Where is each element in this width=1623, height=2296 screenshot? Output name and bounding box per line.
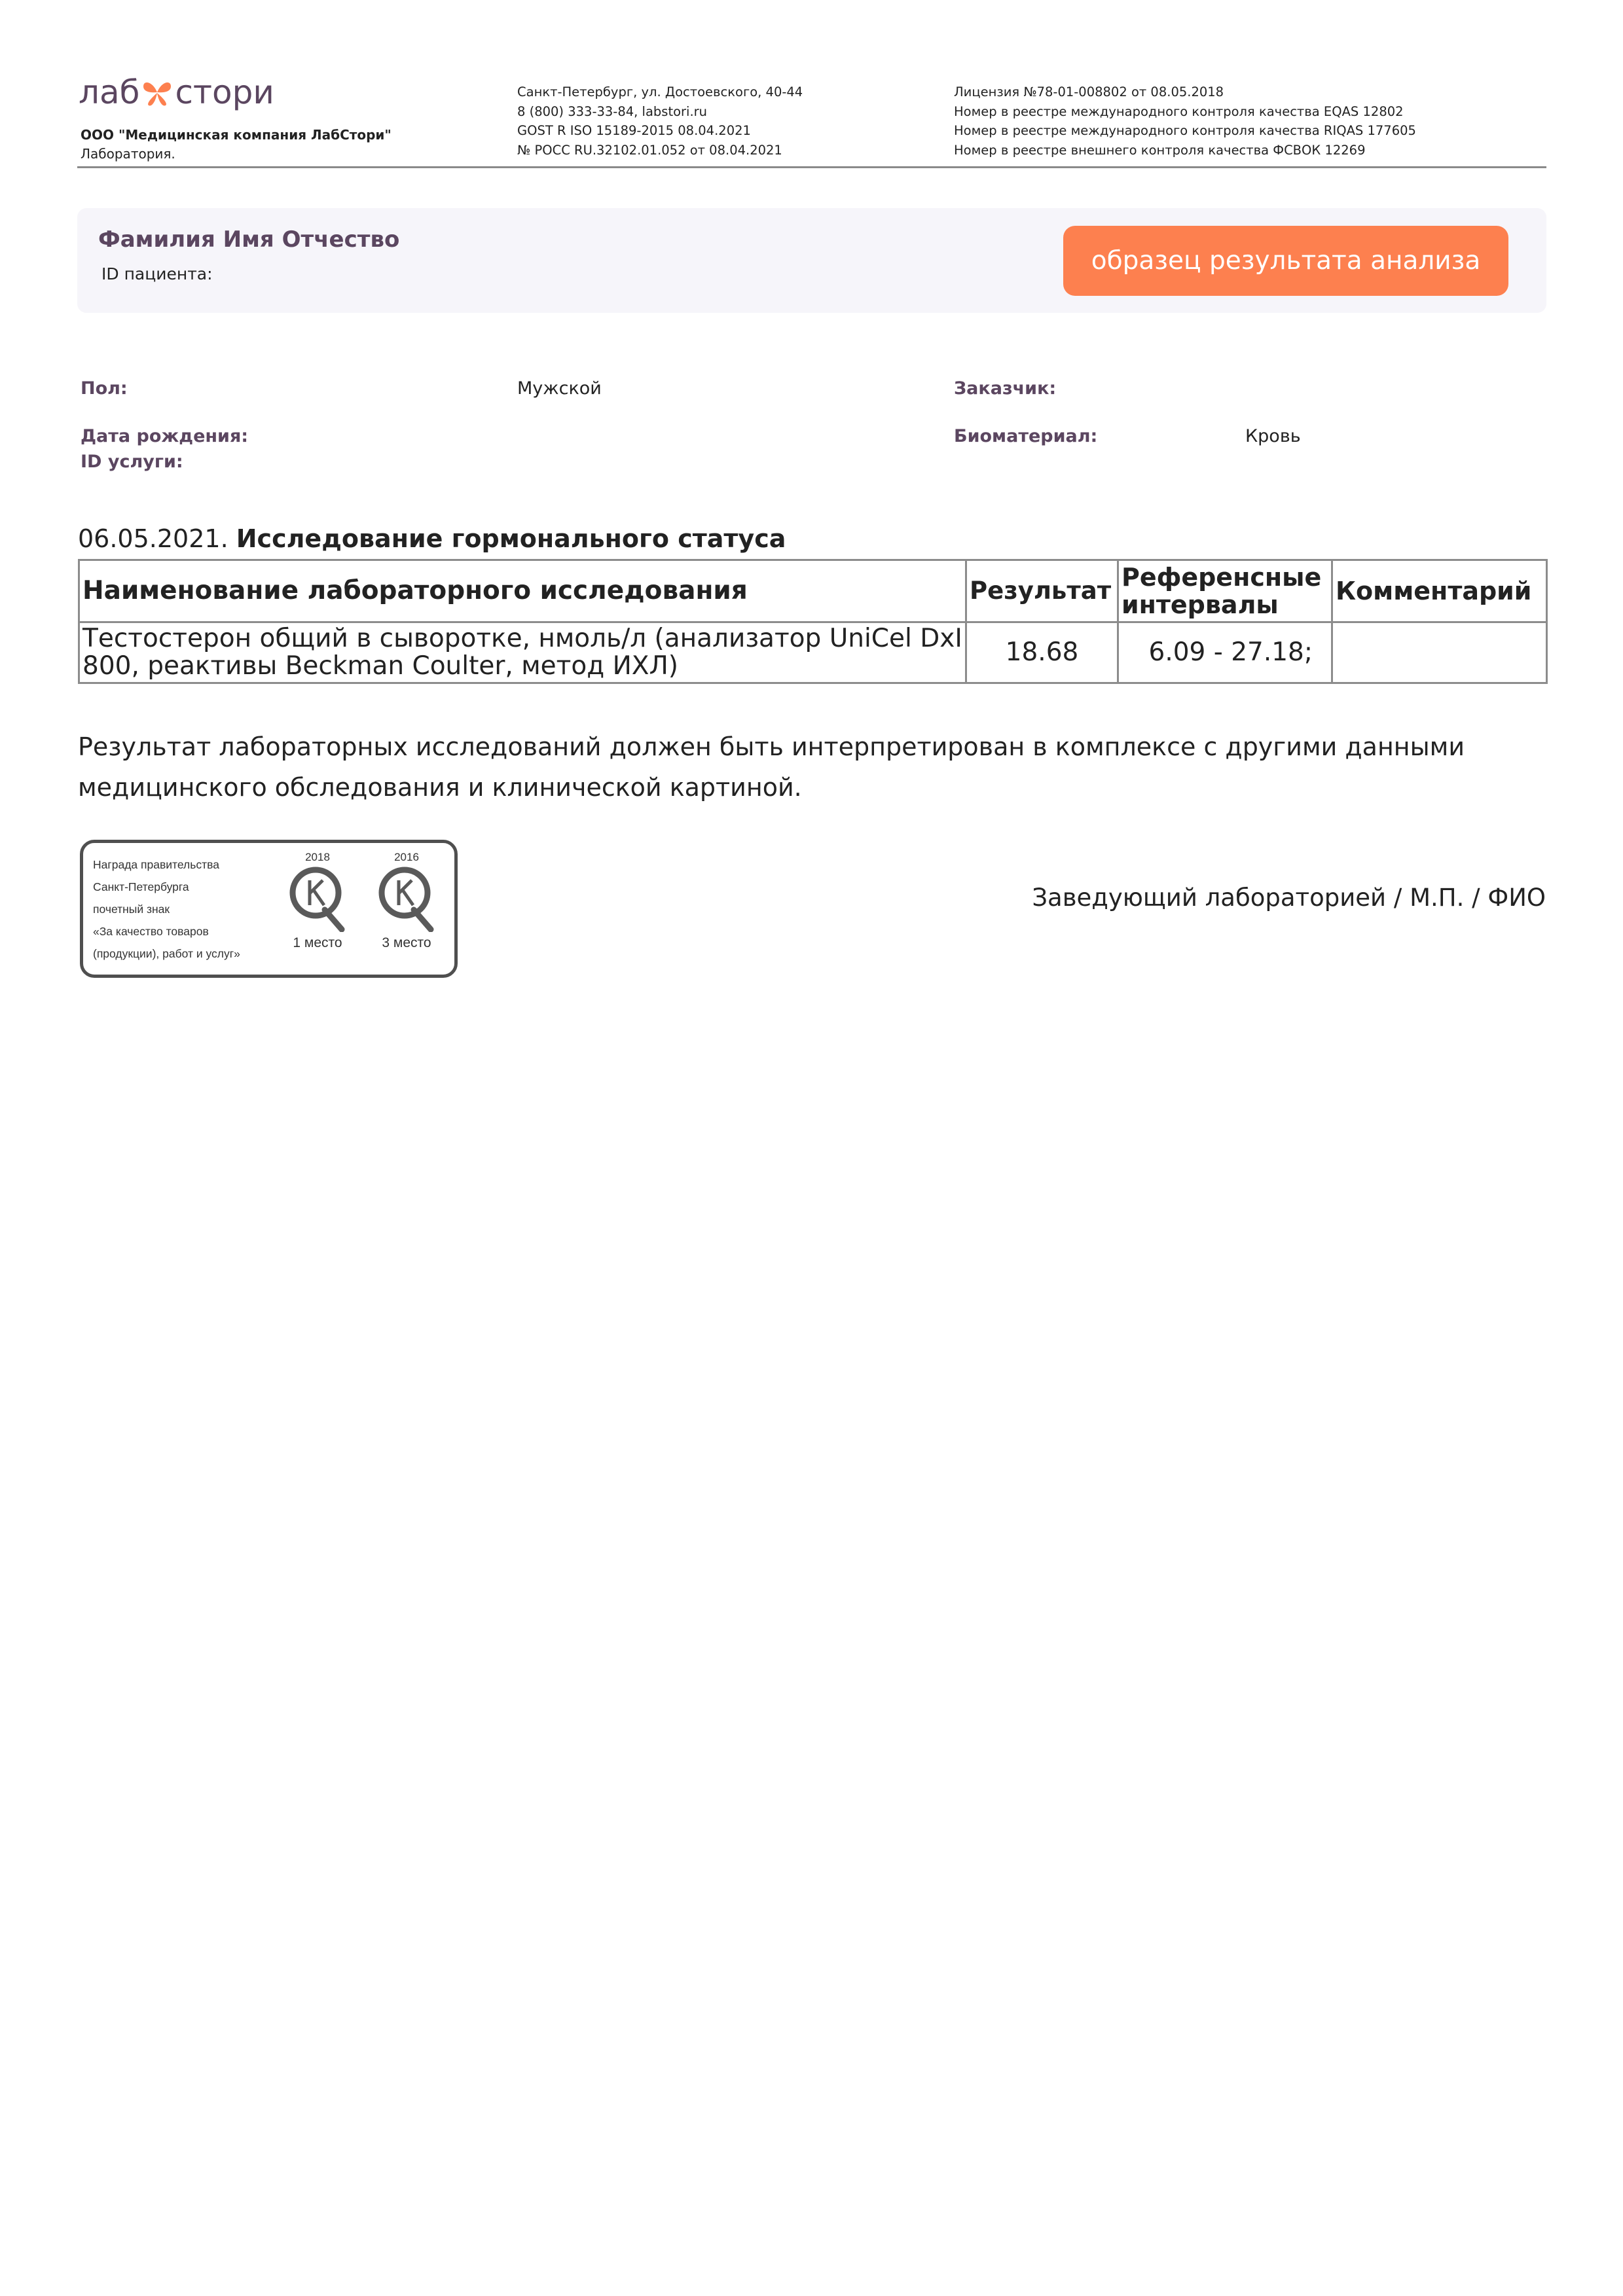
header-test-name: Наименование лабораторного исследования [79,560,966,622]
quality-mark-icon [289,864,346,932]
contact-gost: GOST R ISO 15189-2015 08.04.2021 [517,123,751,138]
award-line: «За качество товаров [93,925,209,938]
table-header-row [79,560,1547,622]
service-id-label: ID услуги: [81,452,183,472]
contacts-block [517,82,803,160]
sex-value: Мужской [517,378,602,399]
customer-label: Заказчик: [954,378,1057,399]
award-text [93,853,240,965]
award-line: (продукции), работ и услуг» [93,947,240,960]
results-table [78,559,1548,684]
butterfly-logo-icon [141,77,173,107]
section-title [78,524,786,553]
header-divider [77,166,1546,168]
licenses-block [954,82,1416,160]
license-line: Номер в реестре внешнего контроля качества ФСВОК 12269 [954,142,1366,158]
award-place: 1 место [293,935,342,950]
logo-text-left: лаб [79,73,140,111]
signature-line: Заведующий лабораторией / М.П. / ФИО [1032,884,1546,912]
award-line: Награда правительства [93,858,219,871]
logo-text-right: стори [175,73,274,111]
license-line: Лицензия №78-01-008802 от 08.05.2018 [954,84,1224,99]
quality-mark-icon [378,864,435,932]
sex-label: Пол: [81,378,128,399]
company-subtitle: Лаборатория. [81,146,175,162]
birth-date-label: Дата рождения: [81,426,249,446]
brand-logo [79,73,274,111]
contact-address: Санкт-Петербург, ул. Достоевского, 40-44 [517,84,803,99]
award-badge-2016 [371,851,443,951]
cell-result: 18.68 [966,622,1118,683]
award-year: 2018 [305,851,330,863]
cell-reference: 6.09 - 27.18; [1118,622,1332,683]
header-result: Результат [966,560,1118,622]
disclaimer-text: Результат лабораторных исследований должен быть интерпретирован в комплексе с другими данными медицинского обследования и клинической картиной. [78,732,1465,802]
section-name: Исследование гормонального статуса [236,524,786,553]
header-reference: Референсные интервалы [1118,560,1332,622]
license-line: Номер в реестре международного контроля качества EQAS 12802 [954,103,1404,119]
company-name: ООО "Медицинская компания ЛабСтори" [81,127,392,143]
award-line: Санкт-Петербурга [93,880,189,893]
patient-name: Фамилия Имя Отчество [98,226,400,253]
cell-test-name: Тестостерон общий в сыворотке, нмоль/л (анализатор UniCel DxI 800, реактивы Beckman Coulter, метод ИХЛ) [79,622,966,683]
section-date: 06.05.2021. [78,524,228,553]
patient-id-label: ID пациента: [101,264,213,283]
table-row [79,622,1547,683]
biomaterial-value: Кровь [1245,426,1301,446]
award-line: почетный знак [93,903,170,916]
sample-badge: образец результата анализа [1063,226,1508,296]
biomaterial-label: Биоматериал: [954,426,1098,446]
award-year: 2016 [394,851,419,863]
contact-phone-site: 8 (800) 333-33-84, labstori.ru [517,103,708,119]
award-place: 3 место [382,935,431,950]
award-badge-2018 [282,851,354,951]
contact-ross: № РОСС RU.32102.01.052 от 08.04.2021 [517,142,782,158]
header-comment: Комментарий [1332,560,1547,622]
cell-comment [1332,622,1547,683]
license-line: Номер в реестре международного контроля качества RIQAS 177605 [954,123,1416,138]
